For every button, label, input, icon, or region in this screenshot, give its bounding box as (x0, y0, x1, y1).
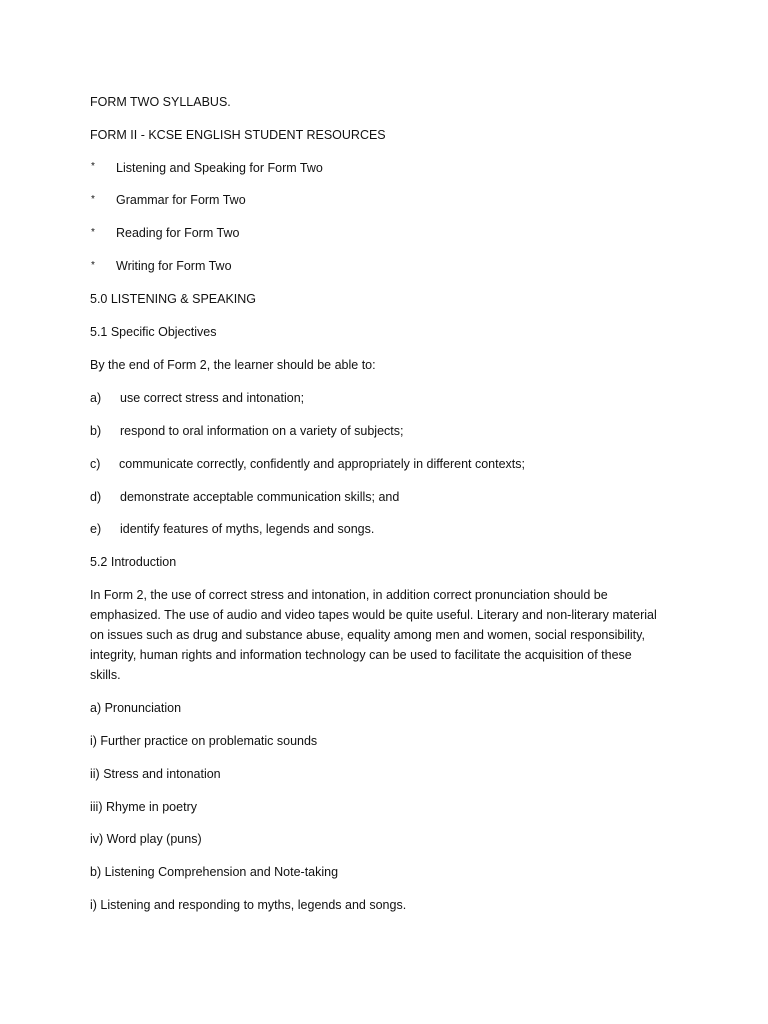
list-marker: a) (90, 391, 102, 405)
list-marker: d) (90, 490, 102, 504)
introduction-heading: 5.2 Introduction (90, 555, 177, 569)
list-item: iv) Word play (puns) (90, 832, 202, 846)
paragraph-line: In Form 2, the use of correct stress and intonation, in addition correct pronunciation should be (90, 588, 608, 602)
bullet-icon: * (91, 161, 95, 172)
list-item: ii) Stress and intonation (90, 767, 221, 781)
paragraph-line: emphasized. The use of audio and video tapes would be quite useful. Literary and non-literary material (90, 608, 657, 622)
listening-heading: b) Listening Comprehension and Note-taking (90, 865, 339, 879)
bullet-icon: * (91, 194, 95, 205)
list-item-text: use correct stress and intonation; (120, 391, 305, 405)
paragraph-line: skills. (90, 668, 121, 682)
bullet-icon: * (91, 227, 95, 238)
bullet-text: Reading for Form Two (116, 226, 240, 240)
bullet-text: Grammar for Form Two (116, 193, 246, 207)
introduction-paragraph (90, 585, 680, 685)
bullet-text: Writing for Form Two (116, 259, 232, 273)
section-heading: 5.0 LISTENING & SPEAKING (90, 292, 257, 306)
list-item: i) Further practice on problematic sounds (90, 734, 318, 748)
list-item-text: demonstrate acceptable communication skills; and (120, 490, 400, 504)
bullet-text: Listening and Speaking for Form Two (116, 161, 323, 175)
list-item-text: identify features of myths, legends and songs. (120, 522, 375, 536)
resources-heading: FORM II - KCSE ENGLISH STUDENT RESOURCES (90, 128, 386, 142)
list-item-text: communicate correctly, confidently and appropriately in different contexts; (119, 457, 525, 471)
pronunciation-heading: a) Pronunciation (90, 701, 182, 715)
list-marker: e) (90, 522, 102, 536)
paragraph-line: on issues such as drug and substance abuse, equality among men and women, social responsibility, (90, 628, 645, 642)
list-item: iii) Rhyme in poetry (90, 800, 197, 814)
paragraph-line: integrity, human rights and information technology can be used to facilitate the acquisition of these (90, 648, 632, 662)
bullet-icon: * (91, 260, 95, 271)
syllabus-heading: FORM TWO SYLLABUS. (90, 95, 231, 109)
list-item: i) Listening and responding to myths, legends and songs. (90, 898, 407, 912)
list-marker: b) (90, 424, 102, 438)
objectives-heading: 5.1 Specific Objectives (90, 325, 217, 339)
list-item-text: respond to oral information on a variety of subjects; (120, 424, 404, 438)
objectives-intro: By the end of Form 2, the learner should be able to: (90, 358, 376, 372)
list-marker: c) (90, 457, 101, 471)
